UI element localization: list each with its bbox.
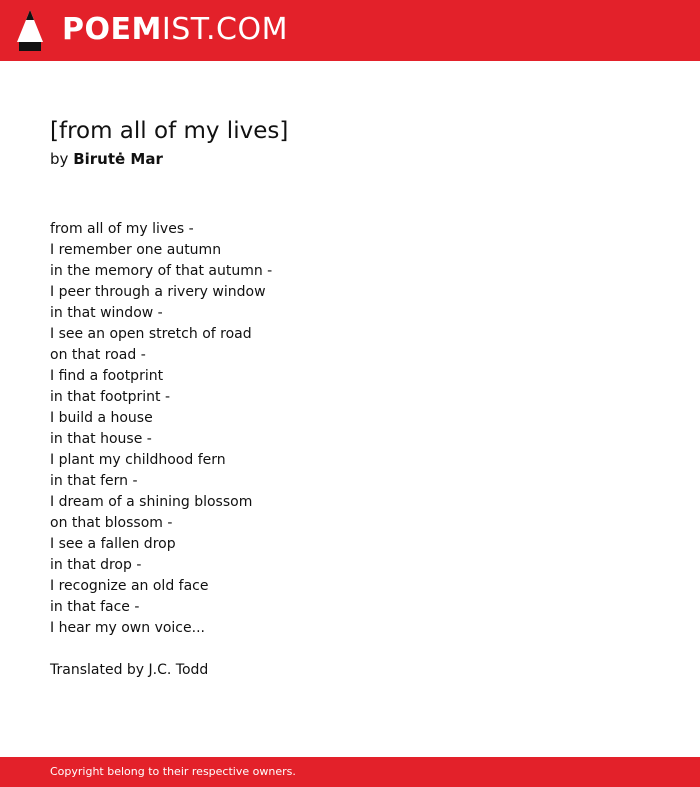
poem-body xyxy=(50,219,272,639)
poem-line: I build a house xyxy=(50,410,153,426)
logo-light-text: IST.COM xyxy=(161,12,288,47)
poem-line: in that house - xyxy=(50,431,152,447)
poem-line: I recognize an old face xyxy=(50,578,209,594)
poem-line: I see an open stretch of road xyxy=(50,326,252,342)
byline xyxy=(50,149,163,169)
logo-bold-text: POEM xyxy=(62,12,162,47)
poem-line: from all of my lives - xyxy=(50,221,194,237)
poem-line: I peer through a rivery window xyxy=(50,284,266,300)
poem-line: I dream of a shining blossom xyxy=(50,494,253,510)
site-logo[interactable] xyxy=(62,13,288,47)
poem-line: in that fern - xyxy=(50,473,138,489)
poem-line: in that face - xyxy=(50,599,140,615)
poem-line: on that blossom - xyxy=(50,515,173,531)
poem-line: I remember one autumn xyxy=(50,242,222,258)
poem-line: in that drop - xyxy=(50,557,142,573)
poem-line: I find a footprint xyxy=(50,368,164,384)
author-name: Birutė Mar xyxy=(73,150,163,168)
poem-line: I see a fallen drop xyxy=(50,536,176,552)
poem-line: on that road - xyxy=(50,347,146,363)
poem-line: I hear my own voice... xyxy=(50,620,205,636)
site-footer xyxy=(0,757,700,787)
poem-line: in that window - xyxy=(50,305,163,321)
poem-line: I plant my childhood fern xyxy=(50,452,226,468)
poem-line: in that footprint - xyxy=(50,389,171,405)
copyright-text: Copyright belong to their respective owners. xyxy=(50,765,296,778)
site-header xyxy=(0,0,700,61)
translator-note: Translated by J.C. Todd xyxy=(50,662,209,678)
by-label: by xyxy=(50,150,69,168)
poem-title: [from all of my lives] xyxy=(50,118,289,144)
pencil-icon[interactable] xyxy=(17,10,43,51)
poem-line: in the memory of that autumn - xyxy=(50,263,273,279)
